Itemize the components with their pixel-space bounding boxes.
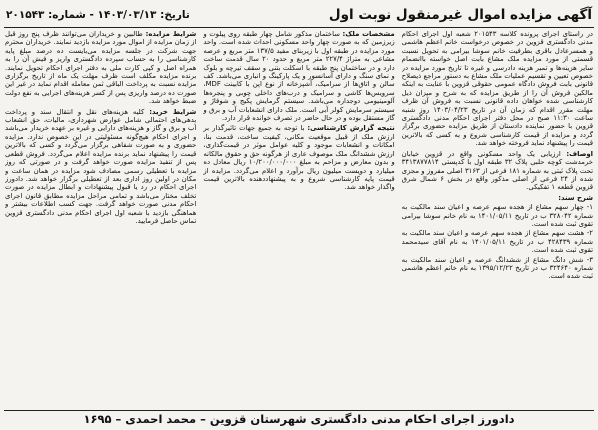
purchase-terms-heading: شرایط خرید: [149, 107, 197, 116]
date-value: ۱۴۰۳/۰۳/۱۳ [97, 9, 157, 21]
meta-separator: - [85, 9, 94, 21]
auction-terms-section [5, 30, 196, 106]
features-heading: مشخصات ملک: [342, 30, 395, 38]
valuation-heading: نتیجه گزارش کارشناسی: [307, 124, 395, 133]
intro-paragraph: در راستای اجرای پرونده کلاسه ۲۰۱۵۴۳ شعبه اول اجرای احکام مدنی دادگستری قزوین در خصوص درخواست خانم اعظم هاشمی و همسرعادل باقری بطرفیت خانم سوشا بیرامی به تحویل نسبت قسمتی از مورد مزایده ملک مشاع بابت اصل خواسته باانضمام سایر هزینه‌ها و تمبر هزینه دادرسی و غیره تا تاریخ مورد مزایده در خصوص تعیین و تقسیم عملیات ملک مشاع به دستور مراجع ذیصلاح قانونی بابت فروش دادگاه عمومی حقوقی قزوین با عنایت به اینکه مالکین فروش آن را از طریق مزایده که به شرح و میزان ذیل کارشناسی شده خواهان داده قانونی نسبت به فروش آن ظرف مهلت مقرر اقدام که زمان آن در تاریخ ۱۴۰۳/۰۴/۲۳ روز شنبه ساعت ۱۱:۳۰ صبح در محل دفتر اجرای احکام مدنی دادگستری قزوین با حضور نماینده دادستان از طریق مزایده حضوری برگزار گردد و مزایده از قیمت کارشناسی شروع و به کسی که بالاترین قیمت را پیشنهاد نماید فروخته خواهد شد. [401, 30, 593, 148]
features-text: ساختمان مذکور شامل چهار طبقه روی پیلوت و زیرزمین که به صورت چهار واحد مسکونی احداث شده است. واحد مورد مزایده در طبقه اول با زیربنای مفید ۱۳۷/۵ متر مربع و عرصه مشاعی به متراژ ۲۲۷/۴ متر مربع و حدود ۲۰ سال قدمت ساخت دارد و در ساختمان پنج طبقه با اسکلت بتنی و سقف تیرچه و بلوک و نمای سنگ و دارای آسانسور و یک پارکینگ و انباری می‌باشد. کف سالن و اتاق‌ها از سرامیک، آشپزخانه از نوع اپن با کابینت MDF، سرویس‌ها کاشی و سرامیک و درب‌های داخلی چوبی و پنجره‌ها آلومینیومی دوجداره می‌باشد. سیستم گرمایش پکیج و شوفاژ و سیستم سرمایش کولر آبی است. ملک دارای انشعابات آب و برق و گاز مستقل بوده و در حال حاضر در تصرف خوانده قرار دارد. [203, 30, 395, 123]
deed-item-3: ۳- شش دانگ مشاع از ششدانگ عرصه و اعیان سند مالکیت به شماره ۳۲۴۶۴۰ ب در تاریخ ۱۳۹۵/۱۲/۲۲ به نام خانم اعظم هاشمی ثبت شده است. [401, 255, 593, 281]
description-heading: اوصاف: [566, 149, 593, 158]
number-value: ۲۰۱۵۴۳ [6, 9, 45, 21]
notice-meta [6, 9, 190, 21]
description-text: ارزیابی یک واحد مسکونی واقع در قزوین خیابان خرمدشت کوچه حلبی پلاک ۳۲ طبقه اول با کدپستی ۳۴۱۳۸۷۷۸۱۴ تحت پلاک ثبتی به شماره ۱۸۱ فرعی از ۳۱۶۳ اصلی مفروز و مجزی شده از ۲۴ فرعی از اصلی مذکور واقع در بخش ۶ شمال شرق قزوین قطعه ۱ تفکیکی. [401, 149, 593, 192]
auction-terms-text: طالبین و خریداران می‌توانند ظرف پنج روز قبل از زمان مزایده از اموال مورد مزایده بازدید نمایند. خریداران محترم جهت شرکت در جلسه مزایده می‌بایست ده درصد مبلغ پایه کارشناسی را به حساب سپرده دادگستری واریز و فیش آن را به همراه اصل و کپی کارت ملی به دفتر اجرای احکام تحویل نمایند. برنده مزایده مکلف است ظرف مهلت یک ماه از تاریخ برگزاری مزایده نسبت به پرداخت الباقی ثمن معامله اقدام نماید در غیر این صورت ده درصد واریزی پس از کسر هزینه‌های اجرایی به نفع دولت ضبط خواهد شد. [5, 30, 197, 106]
auction-terms-heading: شرایط مزایده: [145, 30, 197, 38]
purchase-terms-text: کلیه هزینه‌های نقل و انتقال سند و پرداخت بدهی‌های احتمالی شامل عوارض شهرداری، مالیات، حق انشعاب آب و برق و گاز و هزینه‌های دارایی و غیره بر عهده خریدار می‌باشد و اجرای احکام هیچ‌گونه مسئولیتی در این خصوص ندارد. مزایده حضوری و به صورت شفاهی برگزار می‌گردد و کسی که بالاترین قیمت را پیشنهاد نماید برنده مزایده اعلام می‌گردد. فروش قطعی پس از تنفیذ مزایده صورت خواهد گرفت و در صورتی که روز مزایده با تعطیلی رسمی مصادف شود مزایده در همان ساعت و مکان در اولین روز اداری بعد از تعطیلی برگزار خواهد شد. دادورز اجرای احکام در رد یا قبول پیشنهادات و ابطال مزایده در صورت تخلف مختار می‌باشد و تمامی مراحل مزایده مطابق قانون اجرای احکام مدنی صورت خواهد گرفت. جهت کسب اطلاعات بیشتر و هماهنگی بازدید با شعبه اول اجرای احکام مدنی دادگستری قزوین تماس حاصل فرمایید. [5, 107, 197, 225]
column-middle [203, 30, 394, 410]
purchase-terms-section [5, 108, 196, 226]
date-label: تاریخ: [160, 9, 190, 21]
description-section [402, 150, 593, 192]
notice-footer: دادورز اجرای احکام مدنی دادگستری شهرستان قزوین – محمد احمدی – ۱۶۹۵ [83, 412, 515, 426]
column-right [402, 30, 593, 410]
number-label: شماره: [48, 9, 86, 21]
notice-header [6, 4, 592, 26]
valuation-section [203, 124, 394, 191]
notice-columns [5, 30, 593, 410]
deed-list-heading: شرح سند: [558, 193, 593, 202]
features-section [203, 30, 394, 122]
column-left [5, 30, 196, 410]
header-divider [4, 27, 594, 28]
footer-divider [4, 410, 594, 411]
deed-item-1: ۱- چهار سهم مشاع از هجده سهم عرصه و اعیان سند مالکیت به شماره ۳۲۸۰۴۲ ب در تاریخ ۱۴۰۱/۰۵/۱۱ به نام خانم سوشا بیرامی تقوی ثبت شده است. [401, 203, 593, 228]
deed-item-2: ۲- هشت سهم مشاع از هجده سهم عرصه و اعیان سند مالکیت به شماره ۴۲۸۴۳۹ ب در تاریخ ۱۴۰۱/۰۵/۱۱ به نام آقای سیدمحمد تقوی ثبت شده است. [401, 229, 593, 255]
valuation-text: با توجه به جمیع جهات تاثیرگذار بر ارزش ملک از قبیل موقعیت مکانی، کیفیت ساخت، قدمت بنا، امکانات و انشعابات موجود و کلیه عوامل موثر در قیمت‌گذاری، ارزش ششدانگ ملک موصوف عاری از هرگونه حق و حقوق مالکانه و بدون معارض و مزاحم به مبلغ ۱۰/۲۰۰/۰۰۰/۰۰۰ ریال معادل ده میلیارد و دویست میلیون ریال برآورد و اعلام می‌گردد. مزایده از قیمت پایه کارشناسی شروع و به پیشنهاددهنده بالاترین قیمت واگذار خواهد شد. [203, 124, 395, 192]
notice-title: آگهی مزایده اموال غیرمنقول نوبت اول [328, 7, 592, 23]
